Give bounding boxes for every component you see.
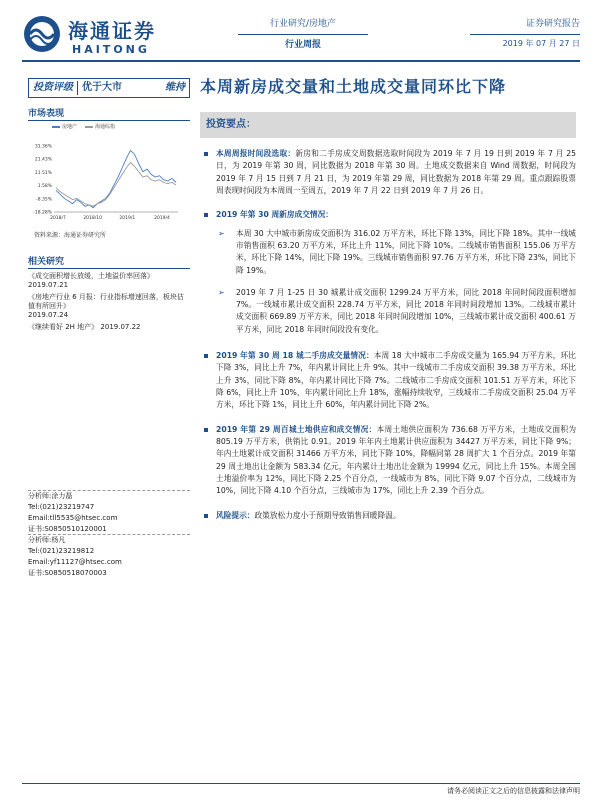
- related-section-divider: [28, 268, 190, 269]
- analyst-email[interactable]: Email:yf11127@htsec.com: [28, 558, 122, 567]
- key-point-text: 政策放松力度小于预期导致销售回暖降温。: [254, 510, 401, 520]
- related-item-title: 《继续看好 2H 地产》: [28, 323, 99, 332]
- footer-divider: [22, 783, 580, 784]
- key-point-new-homes: [200, 209, 576, 221]
- related-section-title: 相关研究: [28, 257, 65, 267]
- key-point-heading: 本周周报时间段选取：: [216, 149, 296, 158]
- legend-swatch-icon: [52, 126, 60, 128]
- related-item-date: 2019.07.24: [28, 311, 69, 320]
- analyst-name: 分析师:杨凡: [28, 536, 66, 545]
- related-item[interactable]: [28, 323, 190, 332]
- page-title: 本周新房成交量和土地成交量同环比下降: [200, 77, 507, 96]
- legend-item-0: [52, 124, 77, 131]
- legend-label-1: 海通综指: [95, 124, 116, 130]
- related-item-title: 《房地产行业 6 月报：行业指标增速回落，板块估值有所回升》: [28, 293, 184, 311]
- legend-swatch-icon: [85, 126, 93, 128]
- market-section-title: 市场表现: [28, 109, 65, 119]
- key-points-body: [200, 148, 576, 534]
- x-tick-label: 2019/1: [119, 216, 136, 221]
- arrow-bullet-icon: ➢: [218, 287, 225, 297]
- key-point-risk: [200, 510, 576, 522]
- legend-item-1: [85, 124, 115, 131]
- key-point-period: [200, 148, 576, 197]
- series-line-1: [56, 162, 176, 206]
- new-homes-weekly: [200, 228, 576, 277]
- rating-status: 维持: [165, 82, 185, 94]
- key-point-heading: 2019 年第 30 周新房成交情况：: [216, 210, 333, 220]
- legend-label-0: 房地产: [62, 124, 78, 130]
- haitong-logo-icon: [22, 14, 62, 54]
- key-point-text: 本周 18 大中城市二手房成交量为 165.94 万平方米，环比下降 3%，同比上升 7%，年内累计同比上升 9%。其中一线城市二手房成交面积 39.38 万平方米，环比上升 3%，同比下降 8%，年内累计同比下降 7%。二线城市二手房成交面积 101.51 万平方米，环比下降 6%，同比上升 10%，年内累计同比上升 18%，涨幅持续收窄，三线城市二手房成交面积 25.04 万平方米，环比下降 1%，同比上升 60%，年内累计同比下降 2%。: [216, 351, 576, 410]
- x-tick-label: 2019/4: [154, 216, 170, 221]
- new-homes-cumulative: [200, 287, 576, 336]
- investment-rating: [28, 78, 190, 98]
- related-item-date: 2019.07.22: [100, 323, 141, 332]
- header-date-block: [470, 18, 580, 50]
- y-tick-label: -8.35%: [36, 197, 52, 203]
- chart-legend: [52, 124, 115, 131]
- x-tick-label: 2018/7: [50, 216, 66, 221]
- key-point-heading: 2019 年第 29 周百城土地供应和成交情况：: [216, 424, 377, 434]
- key-points-title: 投资要点：: [200, 112, 576, 138]
- analyst-contacts: [28, 490, 190, 579]
- report-date: 2019 年 07 月 27 日: [502, 39, 580, 49]
- y-tick-label: 31.36%: [34, 144, 52, 150]
- analyst-tel: Tel:(021)23219747: [28, 502, 95, 511]
- analyst-name: 分析师:涂力磊: [28, 492, 73, 500]
- analyst-tel: Tel:(021)23219812: [28, 547, 95, 556]
- footer-disclaimer: 请务必阅读正文之后的信息披露和法律声明: [447, 786, 580, 795]
- related-item-date: 2019.07.21: [28, 281, 69, 290]
- report-label: 证券研究报告: [470, 18, 580, 35]
- key-point-heading: 2019 年第 30 周 18 城二手房成交量情况：: [216, 351, 374, 361]
- chart-source: 资料来源：海通证券研究所: [34, 232, 107, 239]
- key-point-land: [200, 424, 576, 498]
- x-tick-label: 2018/10: [83, 216, 103, 221]
- y-tick-label: 11.51%: [34, 170, 52, 176]
- logo-cn-text: 海通证券: [68, 19, 156, 43]
- header-divider: [22, 60, 580, 62]
- analyst-cert: 证书:S0850518070003: [28, 568, 107, 577]
- market-performance-chart: [28, 140, 190, 228]
- related-research-list: [28, 272, 190, 336]
- y-tick-label: 21.43%: [34, 157, 52, 163]
- key-point-text: 2019 年 7 月 1-25 日 30 城累计成交面积 1299.24 万平方米，同比 2018 年同时间段面积增加 7%。一线城市累计成交面积 228.74 万平方米，同比 2018 年同时间段增加 13%。二线城市累计成交面积 669.89 万平方米，同比 2018 年同时间段增加 10%，三线城市累计成交面积 400.61 万平方米，同比 2018 年同时间段没有变化。: [236, 287, 576, 334]
- key-point-second-hand: [200, 350, 576, 412]
- rating-label: 投资评级: [29, 81, 78, 95]
- arrow-bullet-icon: ➢: [218, 228, 225, 238]
- key-point-text: 本周土地供应面积为 736.68 万平方米，土地成交面积为 805.19 万平方米，供销比 0.91。2019 年年内土地累计供应面积为 34427 万平方米，同比下降 9%；年内土地累计成交面积 31466 万平方米，同比下降 10%，降幅同第 28 周扩大 1 个百分点。2019 年第 29 周土地出让金额为 583.34 亿元，年内累计土地出让金额为 19994 亿元，同比上升 15%。本周全国土地溢价率为 12%，同比下降 2.25 个百分点，一线城市为 8%，同比下降 9.07 个百分点，二线城市为 10%，同比下降 4.10 个百分点，三线城市为 17%，同比上升 2.39 个百分点。: [216, 424, 577, 496]
- y-tick-label: 1.58%: [37, 184, 52, 190]
- rating-value: 优于大市: [82, 82, 122, 94]
- key-point-heading: 风险提示：: [216, 510, 255, 520]
- report-category: 行业研究/房地产: [238, 18, 368, 35]
- related-item-title: 《成交面积增长放缓，土地溢价率回落》: [28, 272, 154, 280]
- related-item[interactable]: [28, 293, 190, 320]
- key-point-text: 本周 30 大中城市新房成交面积为 316.02 万平方米，环比下降 13%，同比下降 18%。其中一线城市销售面积 63.20 万平方米，环比上升 11%，同比下降 10%。二线城市销售面积 155.06 万平方米，环比下降 14%，同比下降 19%。三线城市销售面积 97.76 万平方米，环比下降 23%，同比下降 19%。: [236, 228, 576, 275]
- key-point-text: 新房和二手房成交周数据选取时间段为 2019 年 7 月 19 日到 2019 年 7 月 25 日，为 2019 年第 30 周，同比数据为 2018 年第 30 周。土地成交数据来自 Wind 周数据，时间段为 2019 年 7 月 15 日到 7 月 21 日，为 2019 年第 29 周，同比数据为 2018 年第 29 周。重点跟踪股票周表现时间段为本周周一至周五，2019 年 7 月 22 日到 2019 年 7 月 26 日。: [216, 149, 576, 195]
- header-category-block: [238, 18, 368, 51]
- analyst-email[interactable]: Email:tll5535@htsec.com: [28, 513, 118, 522]
- logo-en-text: HAITONG: [72, 43, 150, 56]
- company-logo: [22, 14, 182, 58]
- related-item[interactable]: [28, 272, 190, 290]
- analyst-cert: 证书:S0850510120001: [28, 524, 107, 533]
- market-section-divider: [28, 120, 190, 121]
- y-tick-label: -18.28%: [33, 210, 52, 216]
- report-type: 行业周报: [284, 40, 321, 51]
